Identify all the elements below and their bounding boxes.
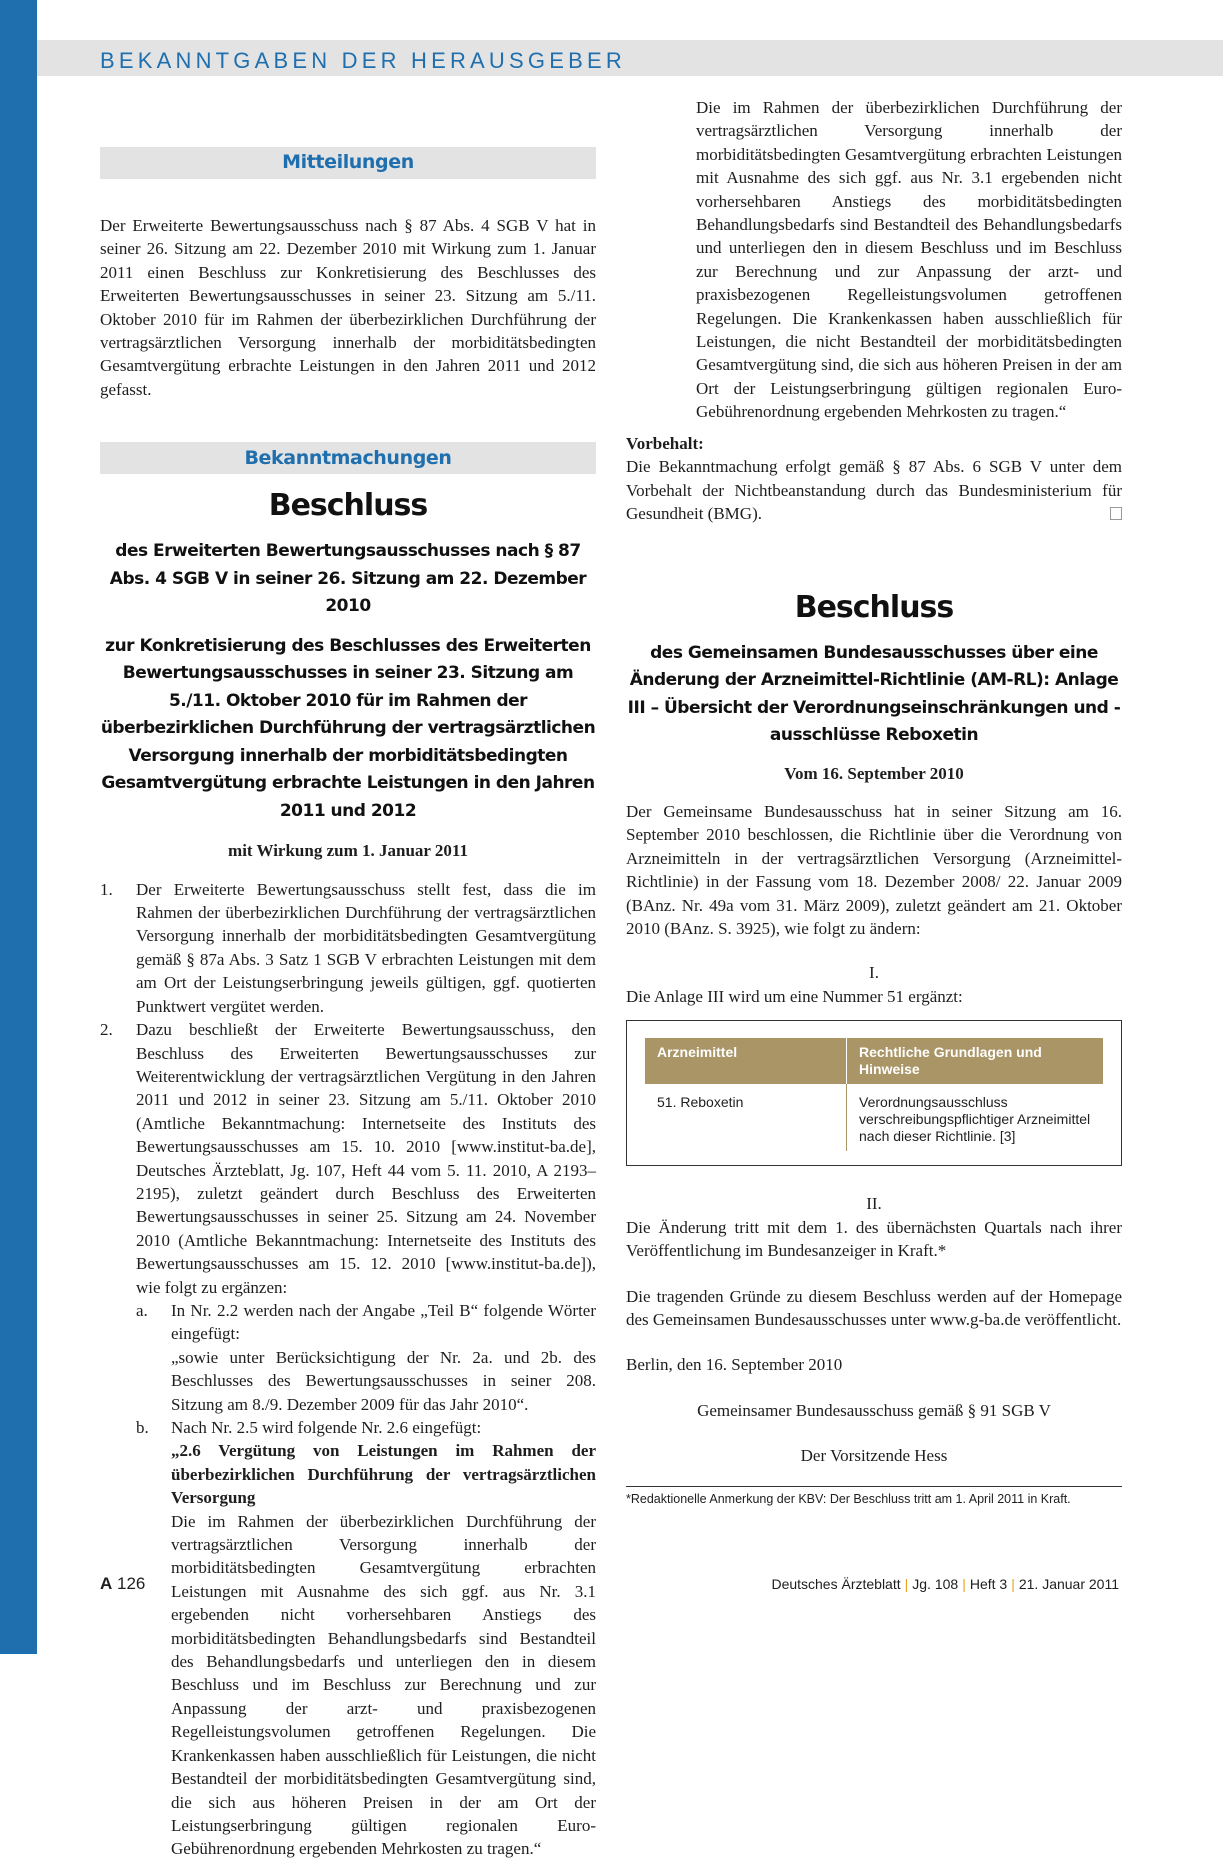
beschluss-title-1: Beschluss [268, 488, 428, 524]
roman-numeral-1: I. [869, 963, 879, 983]
gruende-text: Die tragenden Gründe zu diesem Beschluss werden auf der Homepage des Gemeinsamen Bundesausschusses unter www.g-ba.de veröffentlicht. [626, 1286, 1122, 1329]
item-text: Dazu beschließt der Erweiterte Bewertungsausschuss, den Beschluss des Erweiterten Bewertungsausschusses zur Weiterentwicklung der vertragsärztlichen Vergütung in den Jahren 2011 und 2012 in seiner 23. Sitzung am 5./11. Oktober 2010 (Amtliche Bekanntmachung: Internetseite des Instituts des Bewertungsausschusses am 15. 10. 2010 [www.institut-ba.de], Deutsches Ärzteblatt, Jg. 107, Heft 44 vom 5. 11. 2010, A 2193–2195), zuletzt geändert durch Beschluss des Erweiterten Bewertungsausschusses in seiner 25. Sitzung am 24. November 2010 (Amtliche Bekanntmachung: Internetseite des Instituts des Bewertungsausschusses am 15. 12. 2010 [www.institut-ba.de]), wie folgt zu ergänzen: [136, 1020, 596, 1297]
page-number [100, 1574, 145, 1594]
beschluss-subtitle-1: des Erweiterten Bewertungsausschusses nach § 87 Abs. 4 SGB V in seiner 26. Sitzung am 22. Dezember 2010 [109, 541, 587, 617]
table-cell-hinweise: Verordnungsausschluss verschreibungspflichtiger Arzneimittel nach dieser Richtlinie. [3] [859, 1094, 1091, 1145]
table-header-grundlagen: Rechtliche Grundlagen und Hinweise [847, 1038, 1103, 1084]
gba-intro: Der Gemeinsame Bundesausschuss hat in seiner Sitzung am 16. September 2010 beschlossen, die Richtlinie über die Verordnung von Arzneimitteln in der vertragsärztlichen Versorgung (Arzneimittel-Richtlinie) in der Fassung vom 18. Dezember 2008/ 22. Januar 2009 (BAnz. Nr. 49a vom 31. März 2009), zuletzt geändert am 21. Oktober 2010 (BAnz. S. 3925), wie folgt zu ändern: [626, 802, 1122, 939]
ort-datum: Berlin, den 16. September 2010 [626, 1355, 843, 1375]
sub-item-text: In Nr. 2.2 werden nach der Angabe „Teil B“ folgende Wörter eingefügt: [171, 1300, 596, 1344]
continued-text-flow: Die im Rahmen der überbezirklichen Durchführung der vertragsärztlichen Versorgung innerhalb der morbiditätsbedingten Gesamtvergütung erbrachten Leistungen mit Ausnahme des sich ggf. aus Nr. 3.1 ergebenden nicht vorhersehbaren Anstiegs des morbiditätsbedingten Behandlungsbedarfs sind Bestandteil des Behandlungsbedarfs und unterliegen den in diesem Beschluss und im Beschluss zur Berechnung und zur Anpassung der arzt- und praxisbezogenen Regelleistungsvolumen getroffenen Regelungen. Die Krankenkassen haben ausschließlich für Leistungen, die nicht Bestandteil der morbiditätsbedingten Gesamtvergütung sind, die sich aus höheren Preisen in der am Ort der Leistungserbringung gültigen regionalen Euro-Gebührenordnung ergebenden Mehrkosten zu tragen.“ [696, 98, 1122, 422]
footer-separator: | [962, 1576, 966, 1592]
journal-volume: Jg. 108 [912, 1576, 959, 1592]
sub-item-continued-text-part2 [696, 98, 1122, 422]
mitteilungen-heading: Mitteilungen [100, 147, 596, 179]
journal-issue: Heft 3 [969, 1576, 1008, 1592]
sub-item-label: b. [136, 1418, 149, 1437]
page-letter: A [100, 1574, 113, 1593]
sub-item-label: a. [136, 1300, 148, 1320]
item-number: 2. [100, 1020, 113, 1040]
right-column-continuation [626, 98, 1122, 422]
bekanntmachungen-heading: Bekanntmachungen [100, 442, 596, 474]
table-header-arzneimittel: Arzneimittel [645, 1038, 847, 1084]
footer-separator: | [1011, 1576, 1015, 1592]
wirkung-line: mit Wirkung zum 1. Januar 2011 [228, 841, 468, 861]
mitteilungen-text: Der Erweiterte Bewertungsausschuss nach § 87 Abs. 4 SGB V hat in seiner 26. Sitzung am 22. Dezember 2010 mit Wirkung zum 1. Januar 2011 einen Beschluss zur Konkretisierung des Beschlusses des Erweiterten Bewertungsausschusses in seiner 23. Sitzung am 5./11. Oktober 2010 für im Rahmen der überbezirklichen Durchführung der vertragsärztlichen Versorgung innerhalb der morbiditätsbedingten Gesamtvergütung erbrachte Leistungen in den Jahren 2011 und 2012 gefasst. [100, 216, 596, 399]
table-row [645, 1084, 1103, 1151]
anlage-text: Die Anlage III wird um eine Nummer 51 ergänzt: [626, 986, 963, 1006]
gremium: Gemeinsamer Bundesausschuss gemäß § 91 SGB V [697, 1400, 1051, 1420]
footer-separator: | [904, 1576, 909, 1592]
item-text: Der Erweiterte Bewertungsausschuss stellt fest, dass die im Rahmen der überbezirklichen Durchführung der vertragsärztlichen Versorgung innerhalb der morbiditätsbedingten Gesamtvergütung gemäß § 87a Abs. 3 Satz 1 SGB V erbrachten Leistungen mit dem am Ort der Leistungserbringung jeweils gültigen, ggf. quotierten Punktwert vergütet werden. [136, 879, 596, 1016]
journal-footer [771, 1576, 1119, 1592]
item-number: 1. [100, 879, 113, 899]
vorsitz: Der Vorsitzende Hess [800, 1446, 948, 1466]
gba-date: Vom 16. September 2010 [784, 763, 964, 783]
vorbehalt-label: Vorbehalt: [626, 434, 704, 453]
anlage-table [645, 1038, 1103, 1151]
gba-subtitle: des Gemeinsamen Bundesausschusses über eine Änderung der Arzneimittel-Richtlinie (AM-RL): Anlage III – Übersicht der Verordnungseinschränkungen und -ausschlüsse Reboxetin [627, 642, 1121, 746]
sub-item-quote: „sowie unter Berücksichtigung der Nr. 2a. und 2b. des Beschlusses des Bewertungsausschusses in seiner 208. Sitzung am 8./9. Dezember 2009 für das Jahr 2010“. [171, 1347, 596, 1414]
table-cell-arzneimittel: 51. Reboxetin [645, 1084, 847, 1151]
beschluss-title-2: Beschluss [794, 589, 954, 625]
inkraft-text: Die Änderung tritt mit dem 1. des übernächsten Quartals nach ihrer Veröffentlichung im Bundesanzeiger in Kraft.* [626, 1217, 1122, 1261]
anlage-table-box [626, 1020, 1122, 1166]
left-sidebar-stripe [0, 0, 37, 1654]
end-mark-icon [1110, 507, 1122, 520]
table-header-row [645, 1038, 1103, 1084]
roman-numeral-2: II. [866, 1194, 882, 1214]
vorbehalt-body: Die Bekanntmachung erfolgt gemäß § 87 Abs. 6 SGB V unter dem Vorbehalt der Nichtbeanstandung durch das Bundesministerium für Gesundheit (BMG). [626, 457, 1122, 524]
sub-item-a [136, 1299, 596, 1416]
sub-item-continued-text-part1: Die im Rahmen der überbezirklichen Durchführung der vertragsärztlichen Versorgung innerhalb der morbiditätsbedingten Gesamtvergütung erbrachten Leistungen mit Ausnahme des sich ggf. aus Nr. 3.1 ergebenden nicht vorhersehbaren Anstiegs des morbiditätsbedingten Behandlungsbedarfs sind Bestandteil des Behandlungsbedarfs und unterliegen den in diesem Beschluss und im Beschluss zur Berechnung und zur Anpassung der arzt- und praxisbezogenen Regelleistungsvolumen getroffenen Regelungen. Die Krankenkassen haben ausschließlich für Leistungen, die nicht Bestandteil der morbiditätsbedingten Gesamtvergütung sind, die sich aus höheren Preisen in der am Ort der Leistungserbringung gültigen regionalen Euro-Gebührenordnung ergebenden Mehrkosten zu tragen.“ [171, 1511, 596, 1859]
journal-name: Deutsches Ärzteblatt [771, 1576, 901, 1592]
page-number-value: 126 [117, 1574, 146, 1593]
journal-date: 21. Januar 2011 [1018, 1576, 1119, 1592]
footnote-text: *Redaktionelle Anmerkung der KBV: Der Beschluss tritt am 1. April 2011 in Kraft. [626, 1491, 1071, 1506]
sub-item-bold-heading: „2.6 Vergütung von Leistungen im Rahmen der überbezirklichen Durchführung der vertragsärztlichen Versorgung [171, 1441, 596, 1508]
vorbehalt-text [626, 455, 1122, 525]
right-column [626, 432, 1122, 1507]
section-header: BEKANNTGABEN DER HERAUSGEBER [100, 48, 626, 73]
footnote-block [626, 1486, 1122, 1507]
sub-items [136, 1299, 596, 1859]
sub-item-text: Nach Nr. 2.5 wird folgende Nr. 2.6 eingefügt: [171, 1418, 482, 1437]
sub-item-b [136, 1416, 596, 1859]
beschluss-subtitle-2: zur Konkretisierung des Beschlusses des Erweiterten Bewertungsausschusses in seiner 23. Sitzung am 5./11. Oktober 2010 für im Rahmen der überbezirklichen Durchführung der vertragsärztlichen Versorgung innerhalb der morbiditätsbedingten Gesamtvergütung erbrachte Leistungen in den Jahren 2011 und 2012 [100, 635, 596, 821]
list-item [100, 878, 596, 1018]
